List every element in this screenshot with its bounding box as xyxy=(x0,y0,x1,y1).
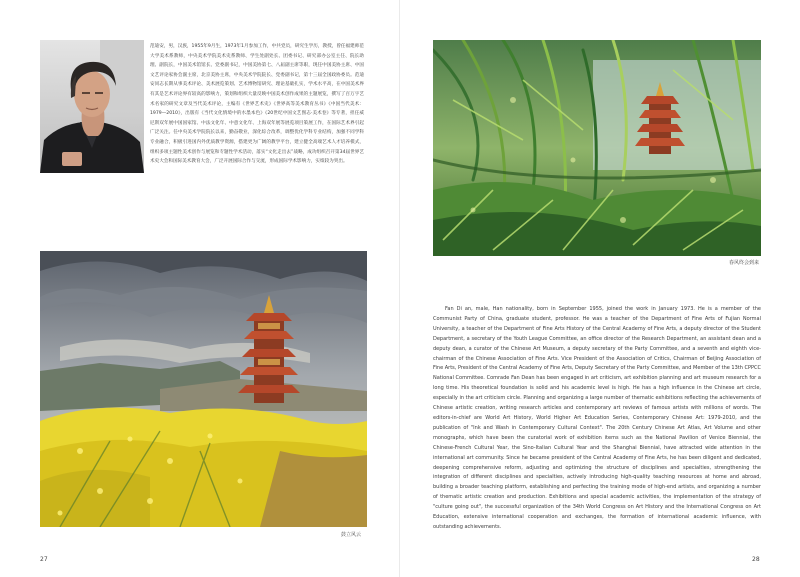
right-page xyxy=(400,0,800,577)
painting-caption: 春风终会到来 xyxy=(729,260,760,266)
page-number: 28 xyxy=(752,556,760,563)
painting-caption: 鼓立风云 xyxy=(341,532,362,538)
artist-portrait xyxy=(40,40,144,173)
painting-pavilion-willows xyxy=(433,40,761,256)
page-number: 27 xyxy=(40,556,48,563)
biography-chinese: 范迪安，男，汉族，1955年9月生，1973年1月参加工作，中共党员，研究生学历，教授，曾任福建师范大学美术系教师，中央美术学院美术史系教师、学生处副处长、团委书记、研究部办公室主任、院长助理、副院长，中国美术馆馆长、党委副书记，中国美协第七、八届副主席等职，现任中国美协主席、中国文艺评论家协会副主席，北京美协主席，中央美术学院院长、党委副书记，第十三届全国政协委员。范迪安同志长期从事美术评论、美术展览策划、艺术博物馆研究、理论基础扎实，学术水平高，在中国美术界有其是艺术评论界有较高的影响力，策划和组织大量反映中国美术创作成果的主题展览，撰写了百万字艺术名家的研究文章及当代美术评论，主编有《世界艺术史》《世界高等美术教育丛书》《中国当代美术：1979—2010》，出版有《当代文化情境中的水墨本色》《20世纪中国文艺图志·美术卷》等专著，担任威尼斯双年展中国国家馆、中法文化年、中意文化年、上海双年展等展览项目策展工作，在国际艺术界引起广泛关注。任中央美术学院院长以来，勤奋敬业，深化综合改革，调整优化学科专业结构，加强不同学科专业融合，积极引进国内外优质教学资源，搭建更为广阔的教学平台，建立健全高端艺术人才培养模式，组织多项主题性美术创作与展览和专题性学术活动，落实“文化走出去”战略，成功组织召开第34届世界艺术史大会和国际美术教育大会，广泛开展国际合作与交流，形成国际学术影响力，实绩较为突出。 xyxy=(150,44,364,165)
biography-english: Fan Di an, male, Han nationality, born in September 1955, joined the work in January 1973. He is a member of the Communist Party of China, graduate student, professor. He was a teacher of the Department of Fine Arts of Fujian Normal University, a teacher of the Department of Fine Arts History of the Central Academy of Fine Arts, a deputy director of the Student Department, a secretary of the Youth League Committee, an office director of the Research Department, an assistant dean and a deputy dean, a curator of the Chinese Art Museum, a deputy secretary of the Party Committee, and a seventh and eighth vice-chairman of the Chinese Association of Fine Arts. Vice President of the Association of Critics, Chairman of Beijing Association of Fine Arts, President of the Central Academy of Fine Arts, Deputy Secretary of the Party Committee, and Member of the 13th CPPCC National Committee. Comrade Fan Dean has been engaged in art criticism, art exhibition planning and art museum research for a long time. His theoretical foundation is solid and his academic level is high. He has a high influence in the Chinese art circle, especially in the art criticism circle. Planning and organizing a large number of thematic exhibitions reflecting the achievements of Chinese artistic creation, writing research articles and contemporary art reviews of famous artists with millions of words. The editors-in-chief are World Art History, World Higher Art Education Series, Contemporary Chinese Art: 1979-2010, and the publication of "Ink and Wash in Contemporary Cultural Context". The 20th Century Chinese Art Atlas, Art Volume and other monographs, which have been the curatorial work of exhibition items such as the National Pavilion of Venice Biennial, the Chinese-French Cultural Year, the Sino-Italian Cultural Year and the Shanghai Biennial, have attracted wide attention in the international art community. Since he became president of the Central Academy of Fine Arts, he has been diligent and dedicated, deepening comprehensive reform, adjusting and optimizing the structure of disciplines and specialties, strengthening the integration of different disciplines and specialties, actively introducing high-quality teaching resources at home and abroad, building a broader teaching platform, establishing and perfecting the training mode of high-end artists, and organizing a number of thematic artistic creation and production. Exhibitions and special academic activities, the implementation of the strategy of "culture going out", the successful organization of the 34th World Congress on Art History and the International Congress on Art Education, extensive international cooperation and exchanges, the formation of international academic influence, with outstanding achievements. xyxy=(433,306,761,530)
painting-pavilion-forsythia xyxy=(40,251,367,527)
